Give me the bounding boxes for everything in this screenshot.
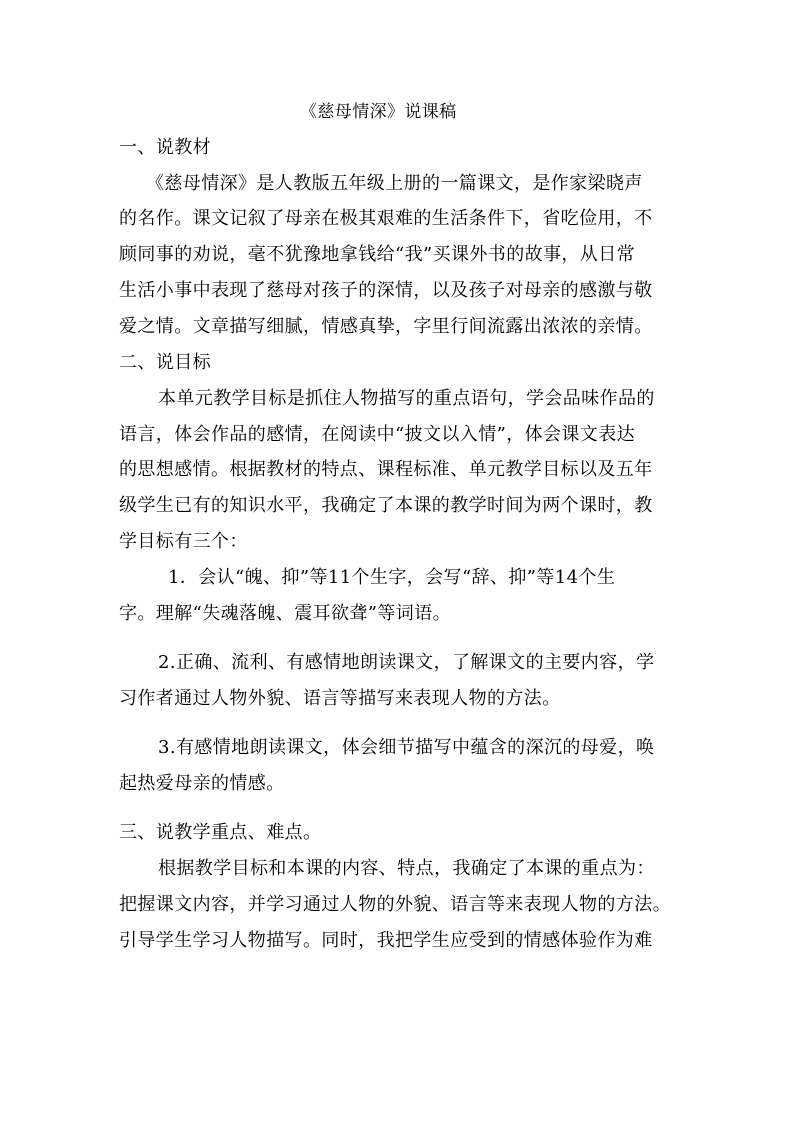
document-title: 《慈母情深》说课稿 <box>300 102 457 122</box>
objective-3-line: 起热爱母亲的情感。 <box>119 773 285 794</box>
paragraph-line: 级学生已有的知识水平，我确定了本课的教学时间为两个课时，教 <box>119 495 653 516</box>
paragraph-line: 的名作。课文记叙了母亲在极其艰难的生活条件下，省吃俭用，不 <box>119 208 653 229</box>
paragraph-line: 语言，体会作品的感情，在阅读中“披文以入情”，体会课文表达 <box>119 424 636 445</box>
objective-1-line: 1．会认“魄、抑”等11个生字，会写“辞、抑”等14个生 <box>168 567 616 588</box>
paragraph-line: 顾同事的劝说，毫不犹豫地拿钱给“我”买课外书的故事，从日常 <box>119 244 636 265</box>
paragraph-line: 爱之情。文章描写细腻，情感真挚，字里行间流露出浓浓的亲情。 <box>119 316 653 337</box>
objective-3-line: 3.有感情地朗读课文，体会细节描写中蕴含的深沉的母爱，唤 <box>158 737 655 758</box>
section-heading-textbook: 一、说教材 <box>119 137 211 158</box>
objective-2-line: 习作者通过人物外貌、语言等描写来表现人物的方法。 <box>119 688 561 709</box>
paragraph-line: 的思想感情。根据教材的特点、课程标准、单元教学目标以及五年 <box>119 459 653 480</box>
paragraph-line: 《慈母情深》是人教版五年级上册的一篇课文，是作家梁晓声 <box>146 173 643 194</box>
paragraph-line: 把握课文内容，并学习通过人物的外貌、语言等来表现人物的方法。 <box>119 894 671 915</box>
paragraph-line: 本单元教学目标是抓住人物描写的重点语句，学会品味作品的 <box>158 388 655 409</box>
objective-1-line: 字。理解“失魂落魄、震耳欲聋”等词语。 <box>119 603 452 624</box>
paragraph-line: 根据教学目标和本课的内容、特点，我确定了本课的重点为： <box>158 858 655 879</box>
paragraph-line: 引导学生学习人物描写。同时，我把学生应受到的情感体验作为难 <box>119 930 653 951</box>
paragraph-line: 生活小事中表现了慈母对孩子的深情，以及孩子对母亲的感激与敬 <box>119 280 653 301</box>
section-heading-objectives: 二、说目标 <box>119 352 211 373</box>
paragraph-line: 学目标有三个： <box>119 531 248 552</box>
section-heading-key-points: 三、说教学重点、难点。 <box>119 822 322 843</box>
objective-2-line: 2.正确、流利、有感情地朗读课文，了解课文的主要内容，学 <box>158 652 655 673</box>
